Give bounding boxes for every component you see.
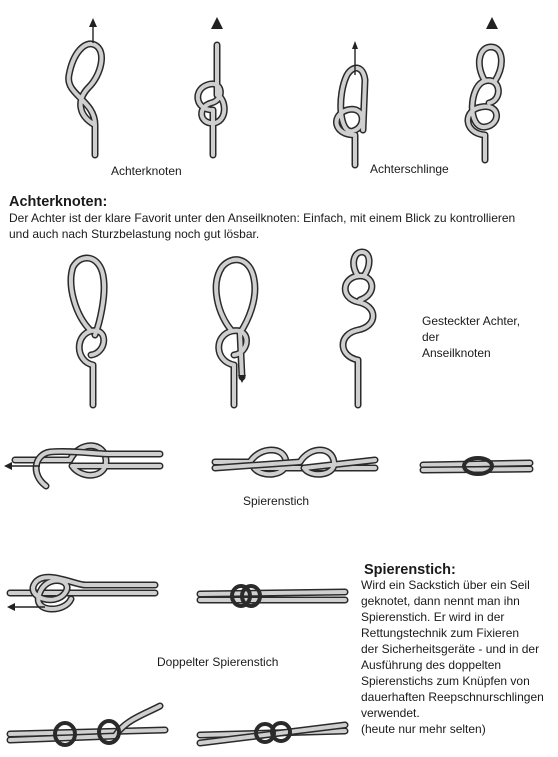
spierenstich-line-8: dauerhaften Reepschnurschlingen xyxy=(361,690,544,704)
fishermans-knot-step1-illustration xyxy=(10,430,170,500)
figure-eight-knot-step2-illustration xyxy=(185,15,245,165)
achterknoten-description xyxy=(9,210,554,242)
spierenstich-line-7: Spierenstichs zum Knüpfen von xyxy=(361,674,530,688)
caption-gesteckter-achter xyxy=(422,313,520,361)
spierenstich-line-6: Ausführung des doppelten xyxy=(361,658,502,672)
spierenstich-line-1: Wird ein Sackstich über ein Seil xyxy=(361,578,530,592)
caption-spierenstich: Spierenstich xyxy=(243,494,310,508)
achterknoten-line-1: Der Achter ist der klare Favorit unter den Anseilknoten: Einfach, mit einem Blick zu kontrollieren xyxy=(9,211,516,225)
double-fishermans-finished-illustration xyxy=(195,705,355,755)
caption-doppelter-spierenstich: Doppelter Spierenstich xyxy=(157,655,279,669)
caption-gesteckter-line-2: der xyxy=(422,330,440,344)
rethreaded-eight-finished-illustration xyxy=(330,250,390,410)
figure-eight-loop-step1-illustration xyxy=(325,35,385,170)
fishermans-knot-finished-illustration xyxy=(420,445,535,485)
rethreaded-eight-step1-illustration xyxy=(55,255,125,410)
caption-gesteckter-line-1: Gesteckter Achter, xyxy=(422,314,521,328)
figure-eight-knot-step1-illustration xyxy=(55,15,125,165)
caption-achterknoten: Achterknoten xyxy=(111,164,182,178)
achterknoten-line-2: und auch nach Sturzbelastung noch gut lösbar. xyxy=(9,227,260,241)
double-fishermans-step2-illustration xyxy=(195,570,355,620)
figure-eight-loop-step2-illustration xyxy=(455,15,525,165)
spierenstich-description xyxy=(361,577,556,737)
double-fishermans-step3-illustration xyxy=(5,700,175,755)
spierenstich-line-9: verwendet. xyxy=(361,706,420,720)
spierenstich-line-5: der Sicherheitsgeräte - und in der xyxy=(361,642,540,656)
double-fishermans-step1-illustration xyxy=(5,565,165,625)
heading-spierenstich: Spierenstich: xyxy=(364,562,456,578)
spierenstich-line-2: geknotet, dann nennt man ihn xyxy=(361,594,520,608)
rethreaded-eight-step2-illustration xyxy=(200,255,275,410)
caption-achterschlinge: Achterschlinge xyxy=(370,162,449,176)
fishermans-knot-step2-illustration xyxy=(210,440,380,490)
spierenstich-line-3: Spierenstich. Er wird in der xyxy=(361,610,505,624)
heading-achterknoten: Achterknoten: xyxy=(9,194,108,210)
spierenstich-line-10: (heute nur mehr selten) xyxy=(361,722,486,736)
spierenstich-line-4: Rettungstechnik zum Fixieren xyxy=(361,626,520,640)
caption-gesteckter-line-3: Anseilknoten xyxy=(422,346,491,360)
